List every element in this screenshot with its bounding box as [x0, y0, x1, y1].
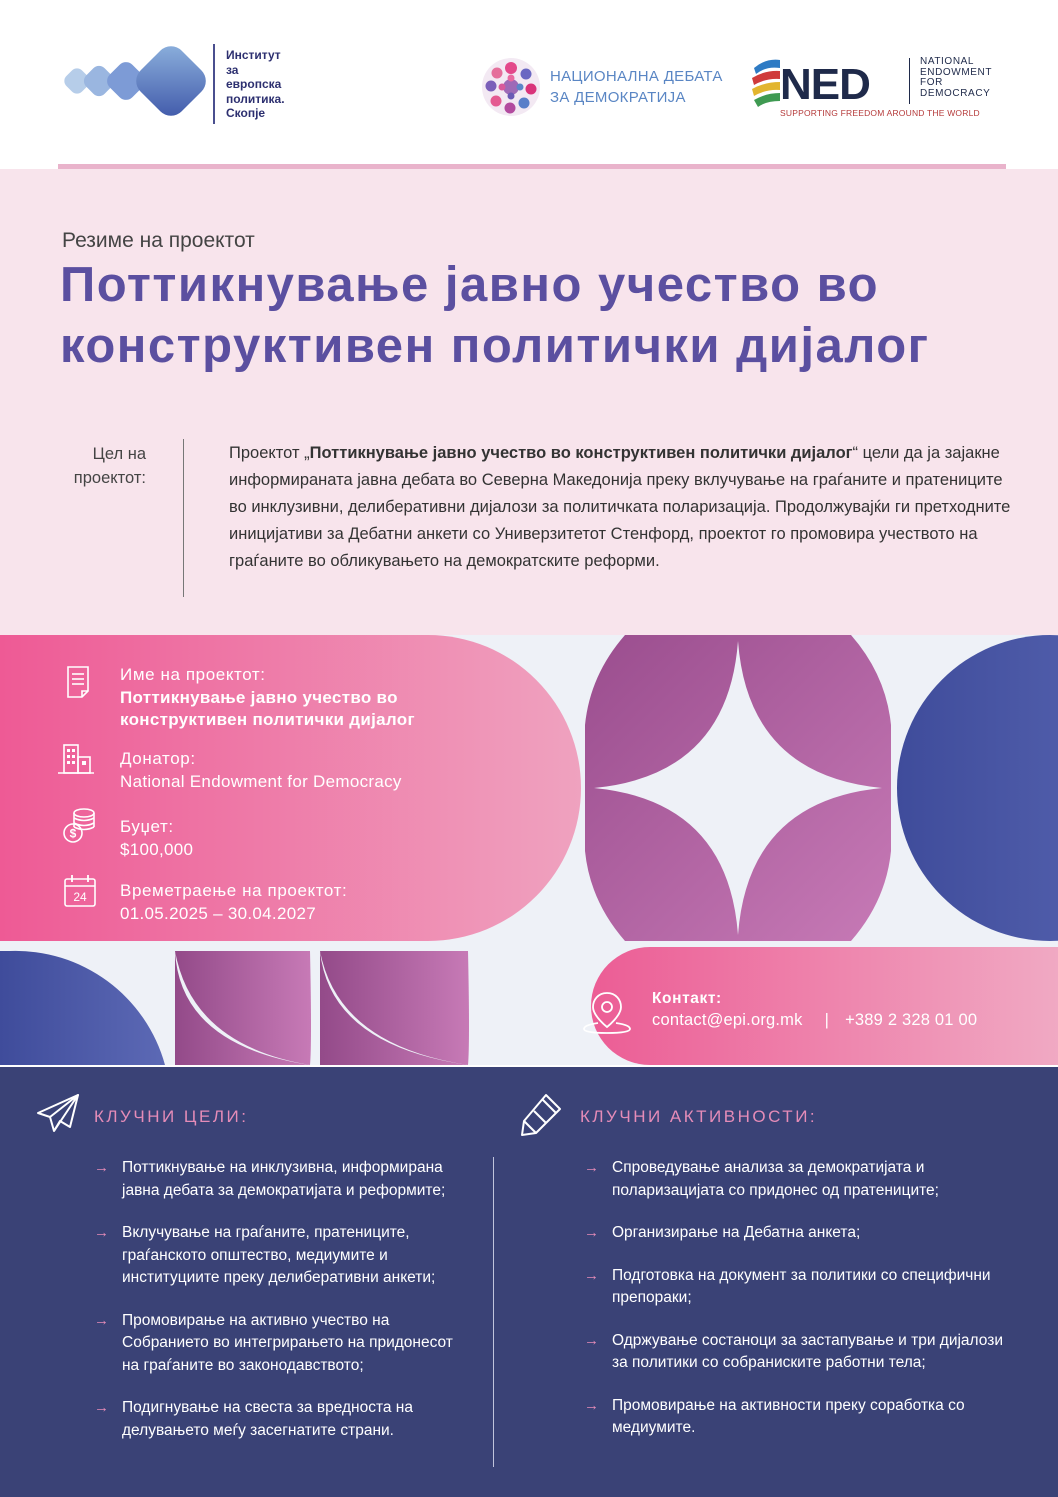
- info-label: Име на проектот:: [120, 665, 266, 684]
- ned-divider: [909, 58, 910, 104]
- page-title: [60, 255, 1020, 377]
- info-label: Времетраење на проектот:: [120, 881, 348, 900]
- arrow-icon: →: [584, 1266, 599, 1284]
- list-item: [94, 1397, 474, 1442]
- ned-side-line: FOR: [920, 77, 943, 88]
- arrow-icon: →: [584, 1331, 599, 1349]
- ndd-logo: [480, 56, 542, 118]
- goal-rest: “ цели да ја зајакне информираната јавна дебата во Северна Македонија преку вклучување на граѓаните и пратениците во инклузивни, делиберативни дијалози за политичката поларизација. Продолжувајќи ги претходните иницијативи за Дебатни анкети со Универзитетот Стенфорд, проектот го промовира учеството на граѓаните во обликувањето на демократските реформи.: [229, 444, 1011, 570]
- activities-list: [584, 1157, 1014, 1440]
- ndd-name-line: ЗА ДЕМОКРАТИЈА: [550, 89, 686, 106]
- arrow-icon: →: [584, 1159, 599, 1176]
- list-item: [584, 1395, 1014, 1440]
- activity-item-text: Спроведување анализа за демократијата и поларизацијата со придонес од пратениците;: [612, 1159, 939, 1199]
- svg-text:$: $: [69, 826, 77, 841]
- location-pin-icon: [580, 989, 634, 1035]
- activity-item-text: Промовирање на активности преку соработка со медиумите.: [612, 1396, 965, 1436]
- goal-prefix: Проектот „: [229, 444, 310, 462]
- list-item: [94, 1157, 474, 1202]
- arrow-icon: →: [584, 1224, 599, 1241]
- building-icon: [56, 741, 96, 777]
- goals-list: [94, 1157, 474, 1442]
- activities-title: КЛУЧНИ АКТИВНОСТИ:: [580, 1107, 818, 1126]
- list-item: [584, 1265, 1014, 1310]
- info-label: Буџет:: [120, 817, 174, 836]
- contact-separator: |: [824, 1011, 830, 1029]
- list-item: [584, 1330, 1014, 1375]
- activity-item-text: Подготовка на документ за политики со специфични препораки;: [612, 1266, 991, 1306]
- info-value: $100,000: [120, 840, 194, 859]
- goal-item-text: Промовирање на активно учество на Собранието во интегрирањето на придонесот на граѓаните во законодавството;: [122, 1311, 453, 1374]
- column-divider: [493, 1157, 494, 1467]
- epi-name-line: за: [226, 62, 239, 77]
- arrow-icon: →: [94, 1159, 109, 1176]
- contact-label: Контакт:: [652, 990, 722, 1007]
- epi-name-line: политика.: [226, 91, 285, 106]
- epi-divider: [213, 44, 215, 124]
- document-icon: [62, 665, 98, 701]
- activity-item-text: Организирање на Дебатна анкета;: [612, 1224, 861, 1241]
- info-value: 01.05.2025 – 30.04.2027: [120, 904, 316, 923]
- goal-item-text: Поттикнување на инклузивна, информирана јавна дебата за демократијата и реформите;: [122, 1159, 446, 1199]
- arrow-icon: →: [94, 1311, 109, 1329]
- coins-icon: [62, 807, 98, 843]
- list-item: [94, 1222, 474, 1290]
- calendar-day: 24: [73, 890, 87, 904]
- goal-item-text: Вклучување на граѓаните, пратениците, граѓанското општество, медиумите и институциите преку делиберативни анкети;: [122, 1224, 436, 1286]
- goal-label-line: проектот:: [73, 469, 146, 487]
- goal-divider: [183, 439, 184, 597]
- list-item: [584, 1222, 1014, 1245]
- paper-plane-icon: [34, 1091, 82, 1139]
- summary-subtitle: Резиме на проектот: [62, 229, 255, 252]
- contact-line: [652, 1011, 977, 1030]
- info-value: конструктивен политички дијалог: [120, 710, 415, 729]
- info-value: Поттикнување јавно учество во: [120, 688, 398, 707]
- epi-name-line: европска: [226, 77, 282, 91]
- contact-phone[interactable]: +389 2 328 01 00: [845, 1011, 978, 1029]
- info-value: National Endowment for Democracy: [120, 772, 402, 791]
- goal-label: [62, 442, 146, 490]
- pen-icon: [516, 1091, 564, 1139]
- goals-activities-section: [0, 1067, 1058, 1497]
- goal-label-line: Цел на: [92, 445, 146, 463]
- summary-section: [0, 169, 1058, 635]
- ndd-name: [550, 66, 723, 108]
- activity-item-text: Одржување состаноци за застапување и три дијалози за политики со собраниските работни тела;: [612, 1331, 1003, 1371]
- goal-item-text: Подигнување на свеста за вредноста на делувањето меѓу засегнатите страни.: [122, 1399, 413, 1439]
- info-label: Донатор:: [120, 749, 196, 768]
- list-item: [584, 1157, 1014, 1202]
- ned-side-line: NATIONAL: [920, 56, 975, 67]
- list-item: [94, 1310, 474, 1378]
- ned-side-line: ENDOWMENT: [920, 66, 993, 78]
- epi-name-line: Скопје: [226, 106, 266, 120]
- ndd-name-line: НАЦИОНАЛНА ДЕБАТА: [550, 68, 723, 85]
- header: [0, 0, 1058, 166]
- epi-name-line: Институт: [226, 48, 281, 62]
- arrow-icon: →: [94, 1224, 109, 1241]
- calendar-icon: [62, 873, 98, 909]
- arrow-icon: →: [584, 1396, 599, 1414]
- ned-side-line: DEMOCRACY: [920, 87, 991, 99]
- goal-project-name: Поттикнување јавно учество во конструктивен политички дијалог: [309, 444, 853, 462]
- page-title-line: Поттикнување јавно учество во: [60, 258, 880, 312]
- goals-title: КЛУЧНИ ЦЕЛИ:: [94, 1107, 249, 1126]
- ned-mark: NED: [780, 60, 870, 109]
- contact-email[interactable]: contact@epi.org.mk: [652, 1011, 803, 1029]
- goal-text: [229, 440, 1019, 575]
- epi-name: [226, 48, 316, 121]
- ned-tagline: SUPPORTING FREEDOM AROUND THE WORLD: [780, 108, 980, 118]
- ned-side-text: [920, 57, 992, 99]
- arrow-icon: →: [94, 1399, 109, 1416]
- page-title-line: конструктивен политички дијалог: [60, 319, 930, 373]
